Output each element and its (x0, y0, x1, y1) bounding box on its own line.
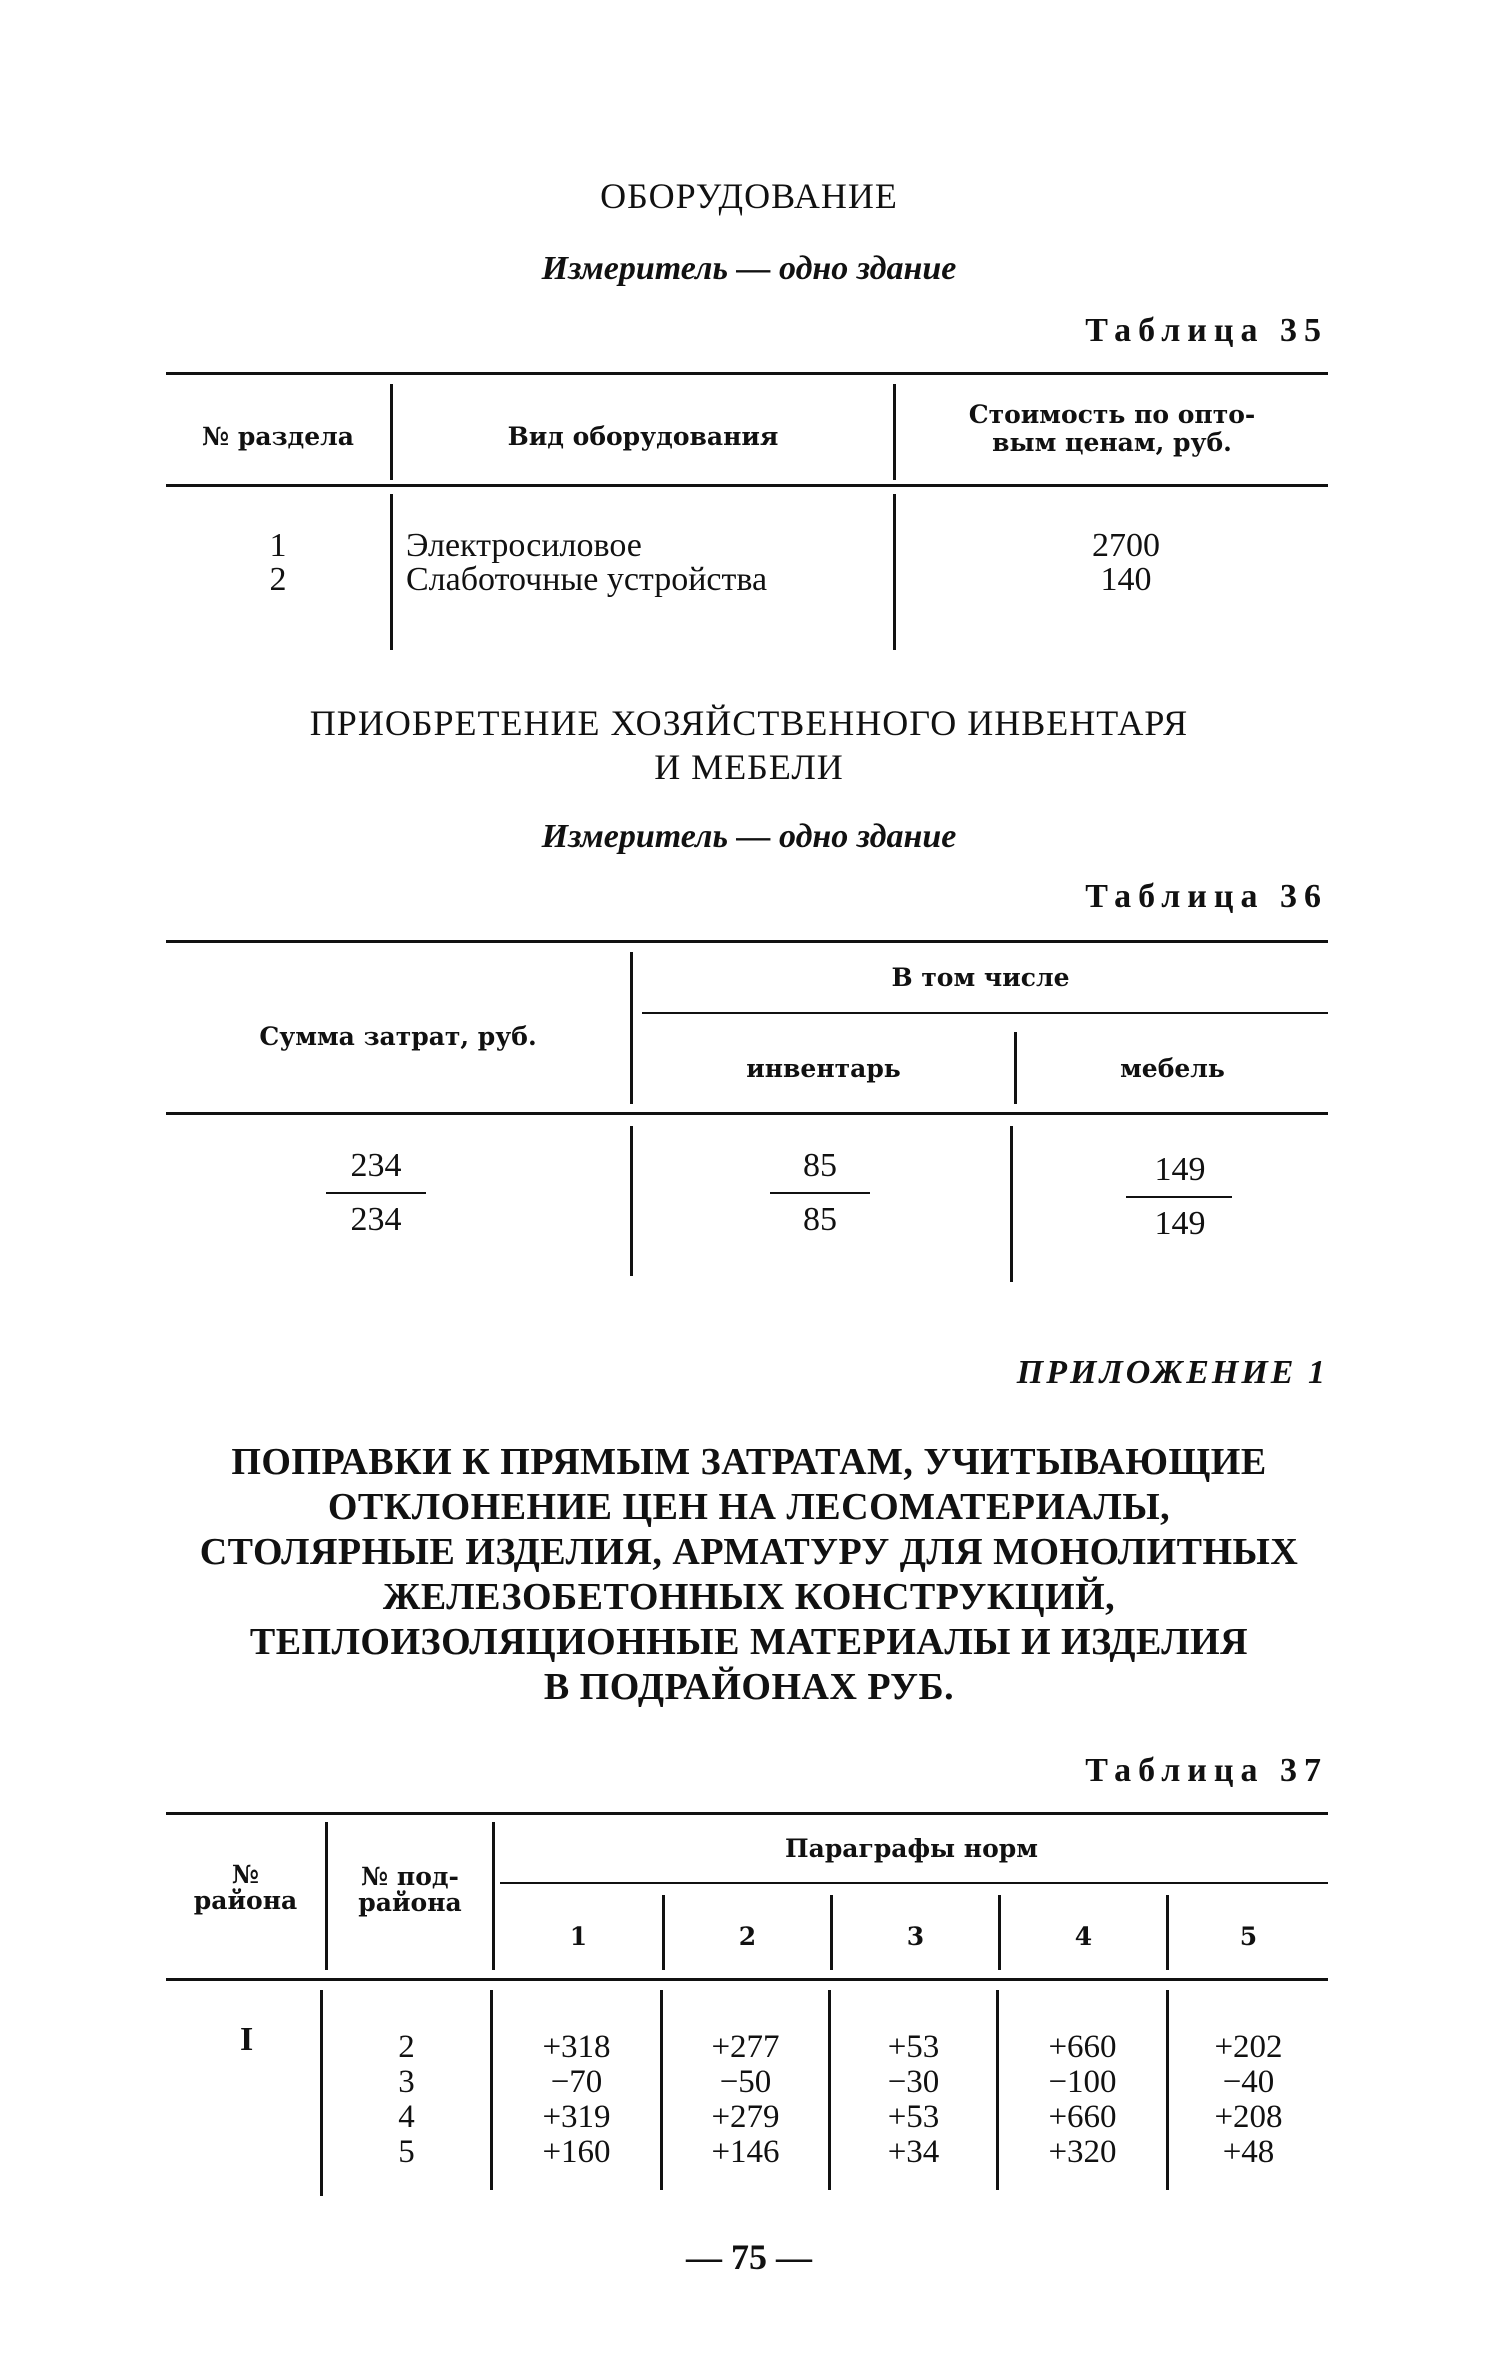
value-cell: +146 (711, 2134, 780, 2170)
paragraph3-column (831, 2030, 996, 2170)
value-cell: +279 (711, 2099, 780, 2135)
header-region-line1: № (231, 1860, 260, 1889)
header-furniture: мебель (1120, 1054, 1225, 1083)
appendix-title (0, 1440, 1498, 1710)
appendix-title-line1: ПОПРАВКИ К ПРЯМЫМ ЗАТРАТАМ, УЧИТЫВАЮЩИЕ (231, 1441, 1267, 1483)
row1-cost: 2700 (1092, 527, 1160, 564)
inventory-top-value: 85 (803, 1147, 837, 1184)
header-p5: 5 (1239, 1922, 1258, 1951)
subregion-cell: 4 (398, 2099, 415, 2135)
value-cell: −70 (550, 2064, 603, 2100)
appendix-title-line6: В ПОДРАЙОНАХ РУБ. (543, 1666, 955, 1708)
value-cell: +660 (1048, 2029, 1117, 2065)
value-cell: +202 (1214, 2029, 1283, 2065)
paragraph5-column (1169, 2030, 1328, 2170)
value-cell: +53 (887, 2099, 940, 2135)
appendix-title-line2: ОТКЛОНЕНИЕ ЦЕН НА ЛЕСОМАТЕРИАЛЫ, (327, 1486, 1171, 1528)
subregion-column (323, 2030, 490, 2170)
value-cell: −30 (887, 2064, 940, 2100)
measure-label-1: Измеритель — одно здание (541, 250, 957, 287)
paragraph4-column (999, 2030, 1166, 2170)
appendix-label: ПРИЛОЖЕНИЕ 1 (1016, 1354, 1328, 1391)
header-p4: 4 (1074, 1922, 1093, 1951)
header-section-no: № раздела (202, 422, 354, 451)
header-region-line2: района (193, 1886, 298, 1915)
header-subregion-line1: № под- (361, 1862, 459, 1891)
value-cell: +319 (542, 2099, 611, 2135)
header-p1: 1 (569, 1922, 588, 1951)
paragraph1-column (493, 2030, 660, 2170)
furniture-bottom-value: 149 (1154, 1205, 1206, 1242)
table-number-35: Таблица 35 (1085, 312, 1328, 349)
value-cell: +660 (1048, 2099, 1117, 2135)
value-cell: +160 (542, 2134, 611, 2170)
value-cell: +34 (887, 2134, 940, 2170)
subregion-cell: 5 (398, 2134, 415, 2170)
paragraph2-column (663, 2030, 828, 2170)
header-total-cost: Сумма затрат, руб. (259, 1022, 537, 1051)
value-cell: +208 (1214, 2099, 1283, 2135)
value-cell: −40 (1222, 2064, 1275, 2100)
row1-type: Электросиловое (406, 527, 642, 564)
region-value: I (240, 2021, 254, 2058)
section-title-inventory-line2: И МЕБЕЛИ (654, 747, 844, 787)
subregion-cell: 2 (398, 2029, 415, 2065)
header-p3: 3 (906, 1922, 925, 1951)
header-including: В том числе (891, 963, 1070, 992)
header-inventory: инвентарь (746, 1054, 901, 1083)
appendix-title-line3: СТОЛЯРНЫЕ ИЗДЕЛИЯ, АРМАТУРУ ДЛЯ МОНОЛИТНЫХ (199, 1531, 1299, 1573)
header-paragraphs: Параграфы норм (785, 1834, 1038, 1863)
table-number-37: Таблица 37 (1085, 1752, 1328, 1789)
header-p2: 2 (738, 1922, 757, 1951)
header-cost-line2: вым ценам, руб. (992, 428, 1232, 457)
appendix-title-line5: ТЕПЛОИЗОЛЯЦИОННЫЕ МАТЕРИАЛЫ И ИЗДЕЛИЯ (249, 1621, 1249, 1663)
table-number-36: Таблица 36 (1085, 878, 1328, 915)
value-cell: +48 (1222, 2134, 1275, 2170)
sum-bottom-value: 234 (350, 1201, 402, 1238)
page-number: — 75 — (686, 2237, 812, 2277)
row2-cost: 140 (1100, 561, 1152, 598)
furniture-top-value: 149 (1154, 1151, 1206, 1188)
subregion-cell: 3 (398, 2064, 415, 2100)
value-cell: −100 (1048, 2064, 1117, 2100)
value-cell: +53 (887, 2029, 940, 2065)
row2-type: Слаботочные устройства (406, 561, 768, 598)
measure-label-2: Измеритель — одно здание (541, 818, 957, 855)
header-cost-line1: Стоимость по опто- (968, 400, 1256, 429)
row1-num: 1 (269, 527, 287, 564)
header-equipment-type: Вид оборудования (507, 422, 779, 451)
row2-num: 2 (269, 561, 287, 598)
value-cell: +320 (1048, 2134, 1117, 2170)
appendix-title-line4: ЖЕЛЕЗОБЕТОННЫХ КОНСТРУКЦИЙ, (382, 1576, 1116, 1618)
section-title-equipment: ОБОРУДОВАНИЕ (600, 176, 898, 216)
section-title-inventory-line1: ПРИОБРЕТЕНИЕ ХОЗЯЙСТВЕННОГО ИНВЕНТАРЯ (309, 703, 1189, 743)
header-subregion-line2: района (358, 1888, 462, 1917)
value-cell: +318 (542, 2029, 611, 2065)
inventory-bottom-value: 85 (803, 1201, 837, 1238)
value-cell: −50 (719, 2064, 772, 2100)
sum-top-value: 234 (350, 1147, 402, 1184)
value-cell: +277 (711, 2029, 780, 2065)
